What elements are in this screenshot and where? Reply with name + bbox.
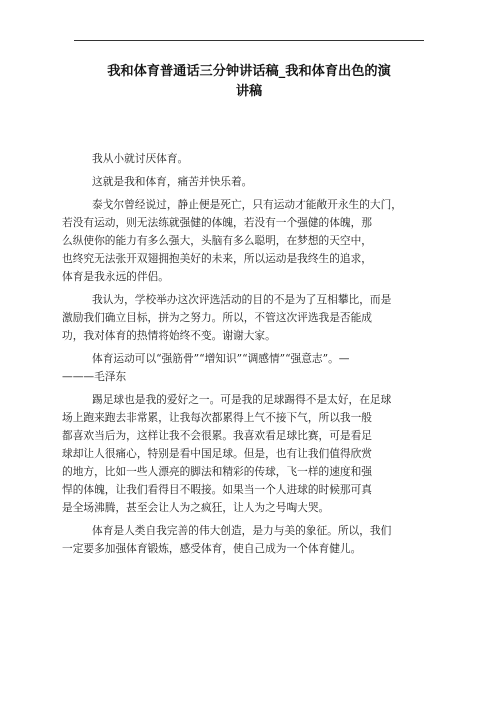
text-line: 若没有运动，则无法练就强健的体魄，若没有一个强健的体魄，那	[62, 216, 372, 229]
paragraph	[62, 291, 438, 345]
text-line: 么纵使你的能力有多么强大，头脑有多么聪明，在梦想的天空中，	[62, 234, 372, 247]
text-line: 泰戈尔曾经说过，静止便是死亡，只有运动才能敞开永生的大门，	[92, 198, 402, 211]
text-line: 踢足球也是我的爱好之一。可是我的足球踢得不是太好，在足球	[92, 393, 392, 406]
text-line: 是全场沸腾，甚至会让人为之疯狂，让人为之号啕大哭。	[62, 501, 330, 514]
text-line: 体育是人类自我完善的伟大创造，是力与美的象征。所以，我们	[92, 524, 392, 537]
text-line: 这就是我和体育，痛苦并快乐着。	[92, 175, 253, 188]
text-line: 场上跑来跑去非常累，让我每次都累得上气不接下气，所以我一般	[62, 411, 372, 424]
paragraph	[62, 522, 438, 558]
text-line: 我认为，学校举办这次评选活动的目的不是为了互相攀比，而是	[92, 293, 392, 306]
paragraph	[62, 350, 438, 386]
text-line: 都喜欢当后为，这样让我不会很累。我喜欢看足球比赛，可是看足	[62, 429, 372, 442]
text-line: 也终究无法张开双翅拥抱美好的未来，所以运动是我终生的追求，	[62, 252, 372, 265]
text-line: 功，我对体育的热情将始终不变。谢谢大家。	[62, 329, 276, 342]
paragraph	[62, 173, 438, 191]
paragraph	[62, 391, 438, 517]
text-line: 球却让人很痛心，特别是看中国足球。但是，也有让我们值得欣赏	[62, 447, 372, 460]
text-line: 激励我们确立目标，拼为之努力。所以，不管这次评选我是否能成	[62, 311, 372, 324]
text-line: 体育是我永远的伴侣。	[62, 270, 169, 283]
text-line: 的地方，比如一些人漂亮的脚法和精彩的传球，飞一样的速度和强	[62, 465, 372, 478]
text-line: 体育运动可以“强筋骨”“增知识”“调感情”“强意志”。—	[92, 352, 350, 365]
paragraph	[62, 150, 438, 168]
document-body	[62, 150, 438, 563]
text-line: 一定要多加强体育锻炼，感受体育，使自己成为一个体育健儿。	[62, 542, 362, 555]
title-line: 我和体育普通话三分钟讲话稿_我和体育出色的演	[107, 64, 391, 79]
text-line: 我从小就讨厌体育。	[92, 152, 189, 165]
document-title	[86, 62, 412, 102]
title-line: 讲稿	[235, 84, 263, 99]
text-line: 悍的体魄，让我们看得目不暇接。如果当一个人进球的时候那可真	[62, 483, 372, 496]
paragraph	[62, 196, 438, 286]
text-line: ———毛泽东	[62, 370, 127, 383]
header-rule	[74, 40, 424, 41]
